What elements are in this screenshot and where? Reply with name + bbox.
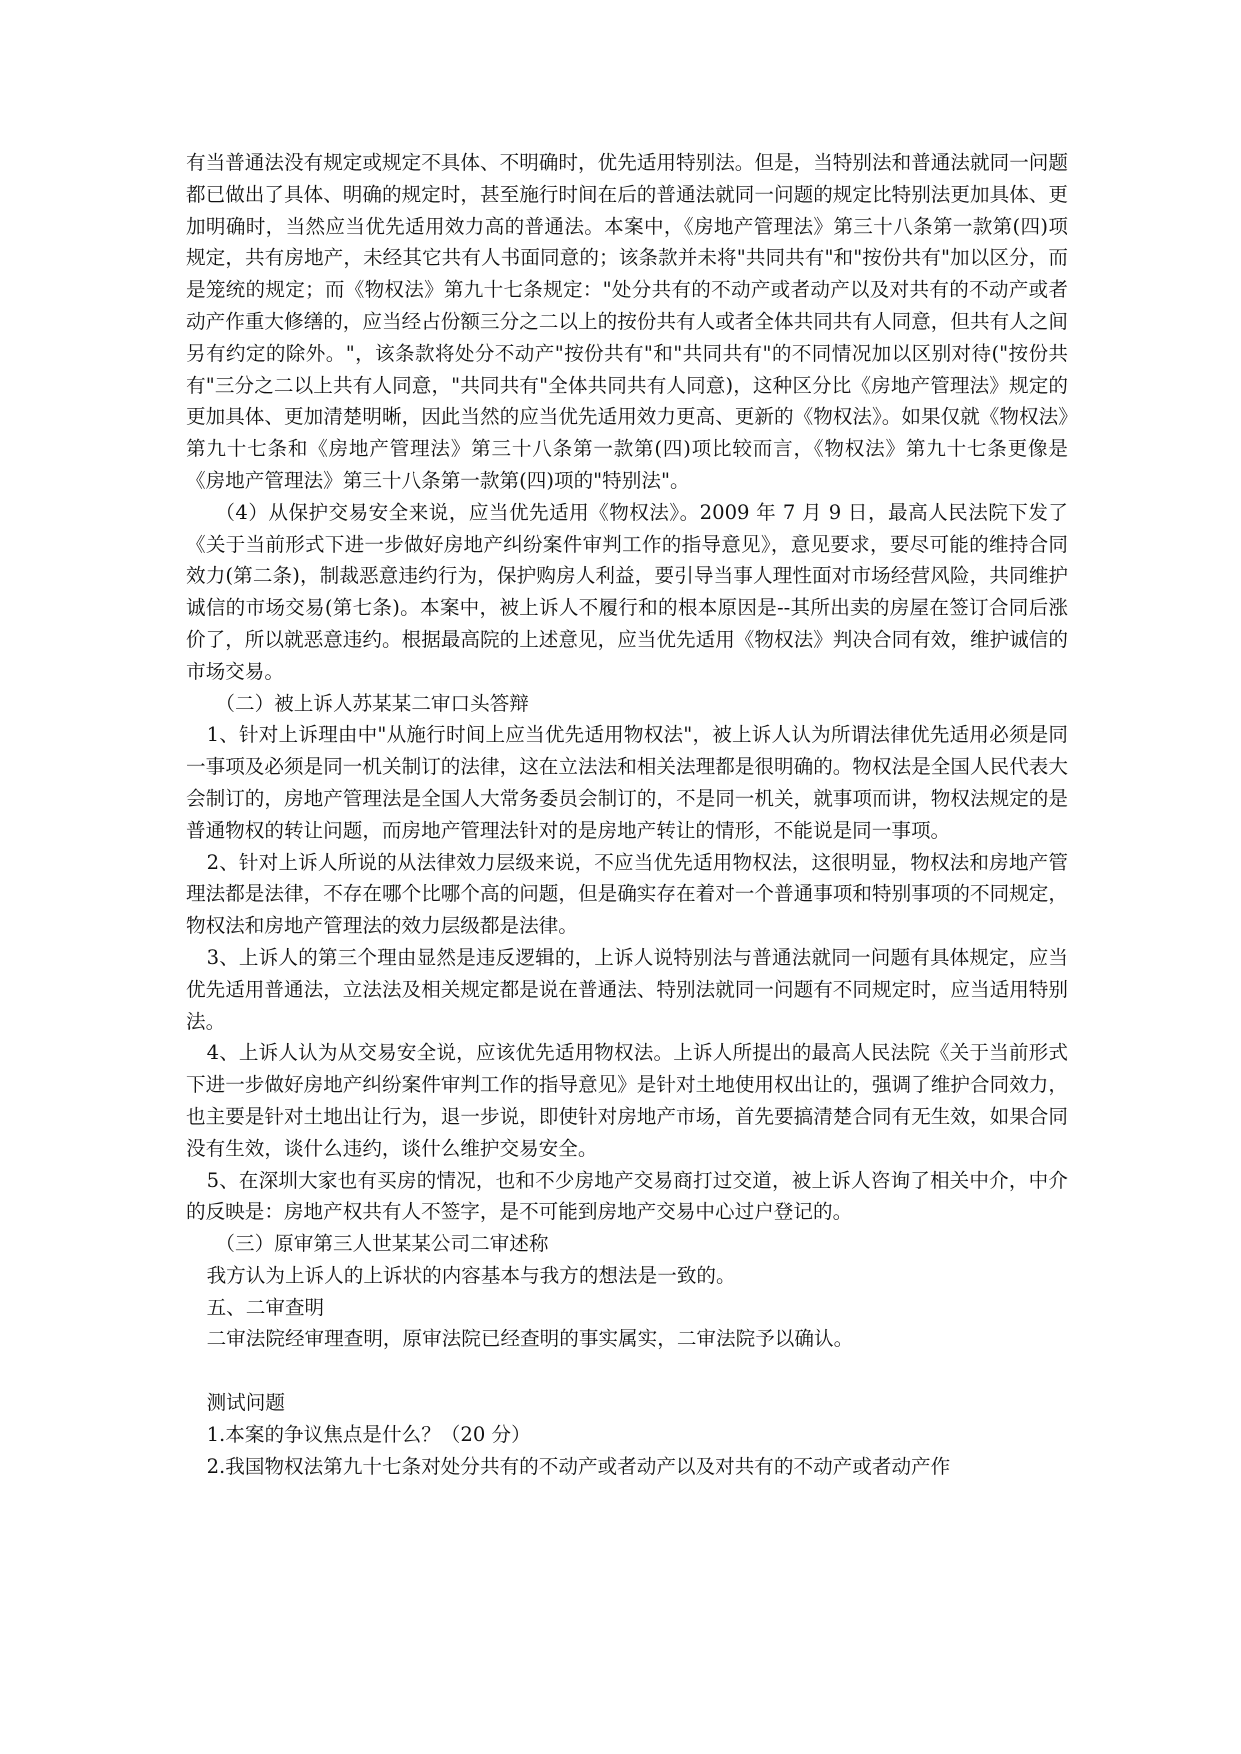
- question-1: 1.本案的争议焦点是什么？（20 分）: [206, 1422, 531, 1446]
- paragraph-second-trial-findings: 二审法院经审理查明，原审法院已经查明的事实属实，二审法院予以确认。: [206, 1327, 854, 1351]
- paragraph-reply-point-3: 3、上诉人的第三个理由显然是违反逻辑的，上诉人说特别法与普通法就同一问题有具体规定，应当优先适用普通法，立法法及相关规定都是说在普通法、特别法就同一问题有不同规定时，应当适用特别法。: [186, 945, 1068, 1033]
- paragraph-third-party-statement: 我方认为上诉人的上诉状的内容基本与我方的想法是一致的。: [206, 1263, 736, 1287]
- section-heading-second-trial-findings: 五、二审查明: [206, 1295, 325, 1319]
- document-body: [186, 147, 1068, 1482]
- paragraph-reply-point-5: 5、在深圳大家也有买房的情况，也和不少房地产交易商打过交道，被上诉人咨询了相关中介，中介的反映是：房地产权共有人不签字，是不可能到房地产交易中心过户登记的。: [186, 1168, 1068, 1224]
- paragraph-reply-point-2: 2、针对上诉人所说的从法律效力层级来说，不应当优先适用物权法，这很明显，物权法和房地产管理法都是法律，不存在哪个比哪个高的问题，但是确实存在着对一个普通事项和特别事项的不同规定，物权法和房地产管理法的效力层级都是法律。: [186, 850, 1068, 938]
- paragraph-special-law-analysis: 有当普通法没有规定或规定不具体、不明确时，优先适用特别法。但是，当特别法和普通法就同一问题都已做出了具体、明确的规定时，甚至施行时间在后的普通法就同一问题的规定比特别法更加具体、更加明确时，当然应当优先适用效力高的普通法。本案中，《房地产管理法》第三十八条第一款第(四)项规定，共有房地产，未经其它共有人书面同意的；该条款并未将"共同共有"和"按份共有"加以区分，而是笼统的规定；而《物权法》第九十七条规定："处分共有的不动产或者动产以及对共有的不动产或者动产作重大修缮的，应当经占份额三分之二以上的按份共有人或者全体共同共有人同意，但共有人之间另有约定的除外。"，该条款将处分不动产"按份共有"和"共同共有"的不同情况加以区别对待("按份共有"三分之二以上共有人同意，"共同共有"全体共同共有人同意)，这种区分比《房地产管理法》规定的更加具体、更加清楚明晰，因此当然的应当优先适用效力更高、更新的《物权法》。如果仅就《物权法》第九十七条和《房地产管理法》第三十八条第一款第(四)项比较而言，《物权法》第九十七条更像是《房地产管理法》第三十八条第一款第(四)项的"特别法"。: [186, 151, 1068, 492]
- section-heading-test-questions: 测试问题: [206, 1391, 285, 1415]
- paragraph-transaction-safety: （4）从保护交易安全来说，应当优先适用《物权法》。2009 年 7 月 9 日，最高人民法院下发了《关于当前形式下进一步做好房地产纠纷案件审判工作的指导意见》，意见要求，要尽可能的维持合同效力(第二条)，制裁恶意违约行为，保护购房人利益，要引导当事人理性面对市场经营风险，共同维护诚信的市场交易(第七条)。本案中，被上诉人不履行和的根本原因是--其所出卖的房屋在签订合同后涨价了，所以就恶意违约。根据最高院的上述意见，应当优先适用《物权法》判决合同有效，维护诚信的市场交易。: [186, 500, 1068, 683]
- section-heading-third-party-statement: （三）原审第三人世某某公司二审述称: [215, 1232, 549, 1256]
- question-2: 2.我国物权法第九十七条对处分共有的不动产或者动产以及对共有的不动产或者动产作: [206, 1454, 951, 1478]
- paragraph-reply-point-4: 4、上诉人认为从交易安全说，应该优先适用物权法。上诉人所提出的最高人民法院《关于当前形式下进一步做好房地产纠纷案件审判工作的指导意见》是针对土地使用权出让的，强调了维护合同效力，也主要是针对土地出让行为，退一步说，即使针对房地产市场，首先要搞清楚合同有无生效，如果合同没有生效，谈什么违约，谈什么维护交易安全。: [186, 1041, 1068, 1160]
- blank-line: [186, 1355, 1068, 1387]
- section-heading-appellee-reply: （二）被上诉人苏某某二审口头答辩: [215, 691, 529, 715]
- paragraph-reply-point-1: 1、针对上诉理由中"从施行时间上应当优先适用物权法"，被上诉人认为所谓法律优先适用必须是同一事项及必须是同一机关制订的法律，这在立法法和相关法理都是很明确的。物权法是全国人民代表大会制订的，房地产管理法是全国人大常务委员会制订的，不是同一机关，就事项而讲，物权法规定的是普通物权的转让问题，而房地产管理法针对的是房地产转让的情形，不能说是同一事项。: [186, 723, 1068, 842]
